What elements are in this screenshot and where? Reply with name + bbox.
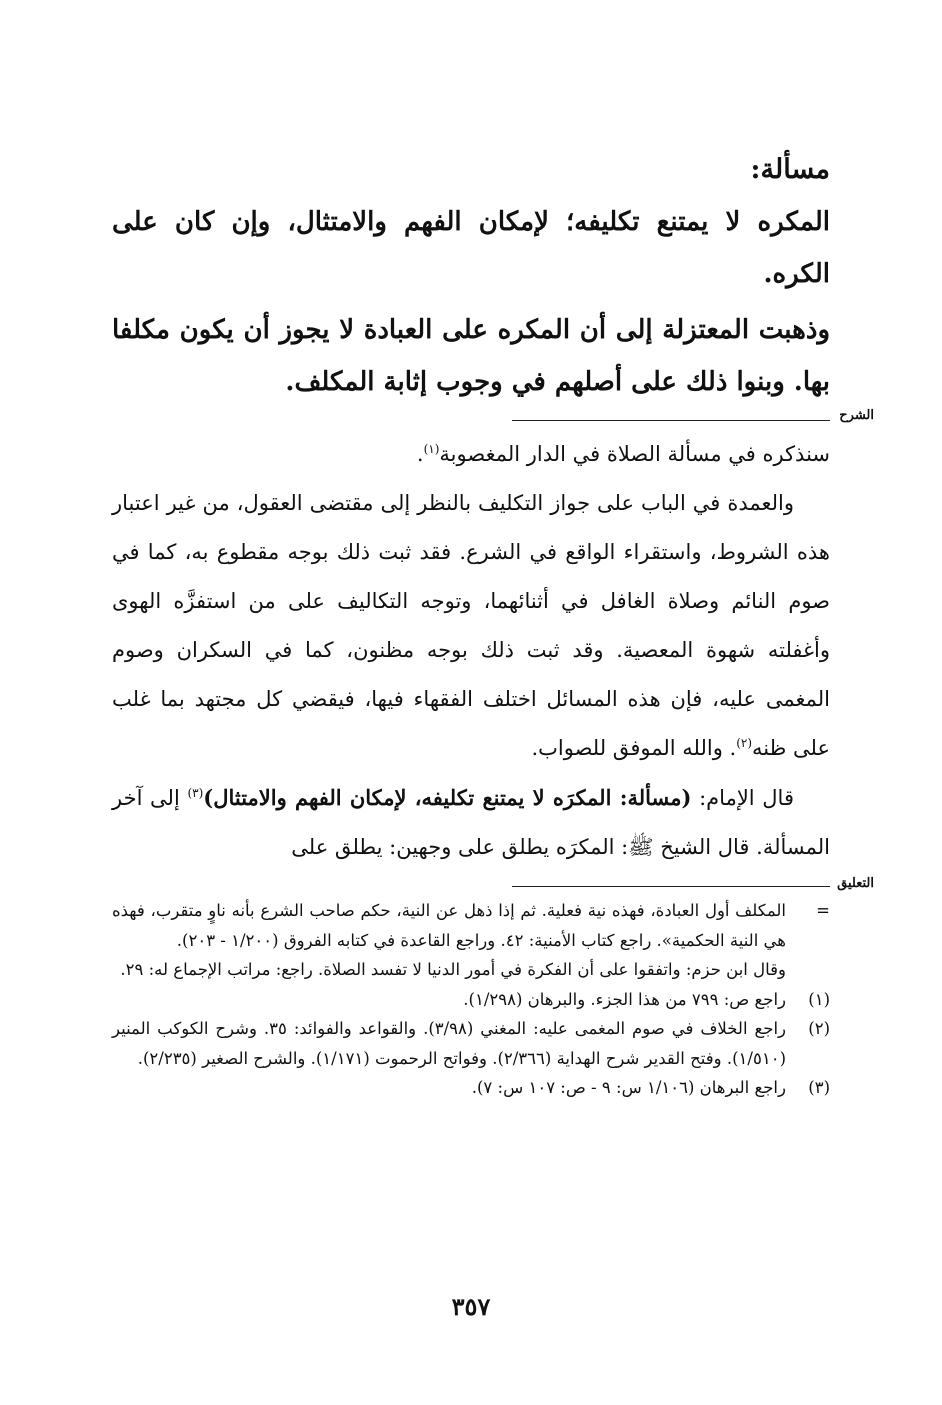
footnote-ref-1: (١): [423, 442, 440, 456]
matn-paragraph-1: المكره لا يمتنع تكليفه؛ لإمكان الفهم والامتثال، وإن كان على الكره.: [112, 207, 830, 289]
sharh-p3-rest: إلى آخر المسألة. قال الشيخ ﷺ: المكرَه يطلق على وجهين: يطلق على: [112, 786, 830, 859]
page-number: ٣٥٧: [451, 1292, 491, 1321]
section-heading: مسألة:: [750, 154, 830, 185]
footnote-3: [112, 1073, 830, 1103]
footnote-text: راجع الخلاف في صوم المغمى عليه: المغني (٣/٩٨). والقواعد والفوائد: ٣٥. وشرح الكوكب المنير (١/٥١٠). وفتح القدير شرح الهداية (٢/٣٦٦). وفواتح الرحموت (١/١٧١). والشرح الصغير (٢/٢٣٥).: [112, 1019, 787, 1068]
footnotes-section: [112, 896, 830, 1103]
sharh-p3-intro: قال الإمام:: [691, 786, 794, 810]
footnote-number: (١): [808, 989, 830, 1009]
footnote-text: راجع ص: ٧٩٩ من هذا الجزء. والبرهان (١/٢٩٨).: [463, 989, 786, 1009]
footnote-1: [112, 985, 830, 1015]
footnote-ref-3: (٣): [187, 786, 204, 800]
sharh-label: الشرح: [839, 408, 874, 423]
footnote-text: راجع البرهان (١/١٠٦ س: ٩ - ص: ١٠٧ س: ٧).: [471, 1078, 786, 1097]
sharh-p1-end: .: [416, 442, 424, 466]
continuation-paragraph-2: وقال ابن حزم: واتفقوا على أن الفكرة في أمور الدنيا لا تفسد الصلاة. راجع: مراتب الإجماع له: ٢٩.: [120, 960, 786, 979]
sharh-p2-end: . والله الموفق للصواب.: [531, 736, 737, 760]
matn-paragraph-2: وذهبت المعتزلة إلى أن المكره على العبادة لا يجوز أن يكون مكلفا بها. وبنوا ذلك على أصلهم في وجوب إثابة المكلف.: [112, 315, 830, 397]
footnote-2: [112, 1014, 830, 1073]
continuation-paragraph-1: المكلف أول العبادة، فهذه نية فعلية. ثم إذا ذهل عن النية، حكم صاحب الشرع بأنه ناوٍ متقرب، فهذه هي النية الحكمية». راجع كتاب الأمنية: ٤٢. وراجع القاعدة في كتابه الفروق (١/٢٠٠ - ٢٠٣).: [112, 901, 786, 950]
sharh-paragraph-2: [112, 479, 830, 773]
sharh-section: [112, 430, 830, 872]
footnote-number: (٣): [808, 1078, 830, 1097]
sharh-paragraph-1: [112, 430, 830, 479]
sharh-p1-text: سنذكره في مسألة الصلاة في الدار المغصوبة: [439, 442, 830, 466]
taliq-label: التعليق: [837, 876, 874, 891]
sharh-p2-text: والعمدة في الباب على جواز التكليف بالنظر إلى مقتضى العقول، من غير اعتبار هذه الشروط، واستقراء الواقع في الشرع. فقد ثبت ذلك بوجه مقطوع به، كما في صوم النائم وصلاة الغافل في أثنائهما، وتوجه التكاليف على من استفزَّه الهوى وأغفلته شهوة المعصية. وقد ثبت ذلك بوجه مظنون، كما في السكران وصوم المغمى عليه، فإن هذه المسائل اختلف الفقهاء فيها، فيقضي كل مجتهد بما غلب على ظنه: [112, 491, 830, 760]
taliq-divider: [512, 886, 830, 887]
footnote-ref-2: (٢): [736, 736, 753, 750]
footnote-number: (٢): [808, 1019, 830, 1038]
sharh-p3-quote: (مسألة: المكرَه لا يمتنع تكليفه، لإمكان الفهم والامتثال): [203, 785, 692, 810]
continuation-mark: =: [816, 901, 830, 920]
footnote-continuation: [112, 896, 830, 985]
sharh-divider: [512, 420, 830, 421]
sharh-paragraph-3: [112, 773, 830, 872]
